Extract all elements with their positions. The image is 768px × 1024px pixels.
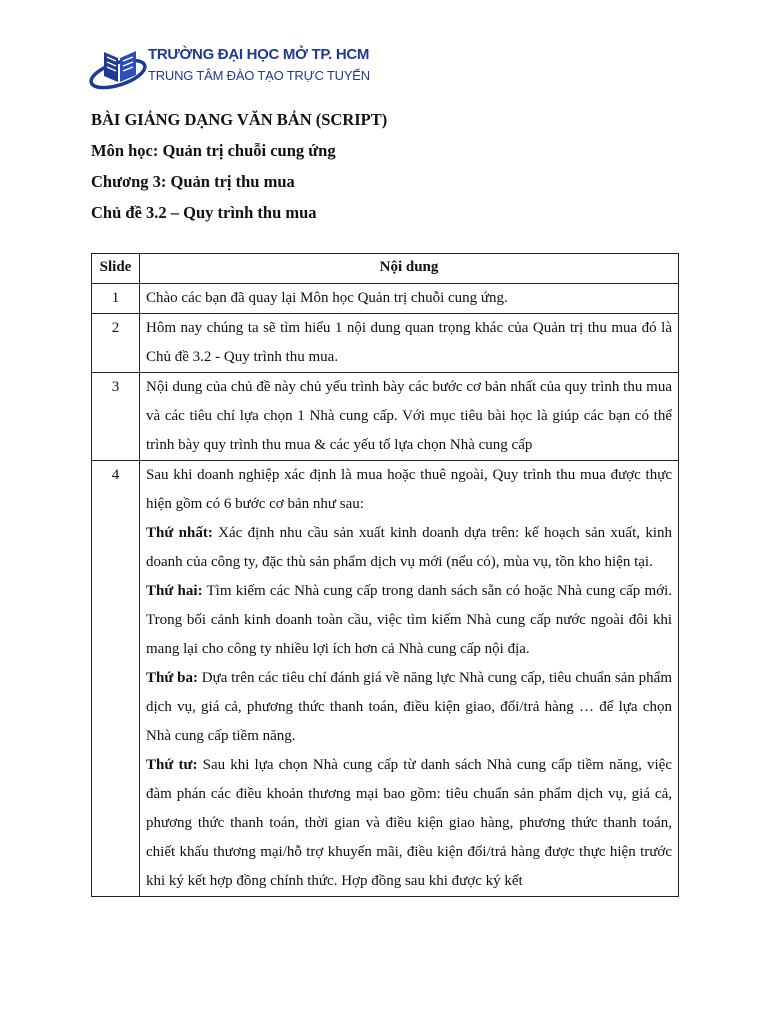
document-title: BÀI GIẢNG DẠNG VĂN BẢN (SCRIPT) — [91, 110, 388, 129]
step-text: Dựa trên các tiêu chí đánh giá về năng lực Nhà cung cấp, tiêu chuẩn sản phẩm dịch vụ, giá cả, phương thức thanh toán, điều kiện giao, đổi/trả hàng … để lựa chọn Nhà cung cấp tiềm năng. — [146, 670, 673, 744]
step-paragraph — [146, 519, 672, 577]
table-row — [92, 314, 679, 373]
topic-line: Chủ đề 3.2 – Quy trình thu mua — [91, 203, 317, 222]
slide-number: 4 — [92, 461, 140, 897]
slide-number: 3 — [92, 373, 140, 461]
slide-content: Chào các bạn đã quay lại Môn học Quản trị chuỗi cung ứng. — [140, 284, 679, 314]
step-lead: Thứ tư: — [146, 757, 198, 773]
subject-line: Môn học: Quản trị chuỗi cung ứng — [91, 141, 336, 160]
table-row — [92, 461, 679, 897]
intro-paragraph: Sau khi doanh nghiệp xác định là mua hoặc thuê ngoài, Quy trình thu mua được thực hiện gồm có 6 bước cơ bản như sau: — [146, 467, 672, 512]
table-header-row — [92, 254, 679, 284]
chapter-line: Chương 3: Quản trị thu mua — [91, 172, 295, 191]
step-lead: Thứ nhất: — [146, 525, 213, 541]
column-header-slide: Slide — [92, 254, 140, 284]
slide-content: Hôm nay chúng ta sẽ tìm hiểu 1 nội dung quan trọng khác của Quản trị thu mua đó là Chủ đề 3.2 - Quy trình thu mua. — [140, 314, 679, 373]
university-logo — [88, 38, 370, 98]
logo-center-name: TRUNG TÂM ĐÀO TẠO TRỰC TUYẾN — [148, 68, 370, 83]
step-text: Sau khi lựa chọn Nhà cung cấp từ danh sách Nhà cung cấp tiềm năng, việc đàm phán các điều khoản thương mại bao gồm: tiêu chuẩn sản phẩm dịch vụ, giá cả, phương thức thanh toán, thời gian và điều kiện giao hàng, phương thức thanh toán, chiết khấu thương mại/hỗ trợ khuyến mãi, điều kiện đổi/trả hàng được thực hiện trước khi ký kết hợp đồng chính thức. Hợp đồng sau khi được ký kết — [146, 757, 672, 889]
open-book-logo-icon — [88, 38, 150, 96]
step-paragraph — [146, 577, 672, 664]
step-paragraph — [146, 751, 672, 896]
step-lead: Thứ hai: — [146, 583, 203, 599]
step-paragraph — [146, 664, 672, 751]
slide-number: 1 — [92, 284, 140, 314]
step-text: Tìm kiếm các Nhà cung cấp trong danh sách sẵn có hoặc Nhà cung cấp mới. Trong bối cảnh kinh doanh toàn cầu, việc tìm kiếm Nhà cung cấp nước ngoài đôi khi mang lại cho công ty nhiều lợi ích hơn cả Nhà cung cấp nội địa. — [146, 583, 673, 657]
logo-university-name: TRƯỜNG ĐẠI HỌC MỞ TP. HCM — [148, 46, 370, 63]
column-header-content: Nội dung — [140, 254, 679, 284]
slide-content — [140, 461, 679, 897]
step-lead: Thứ ba: — [146, 670, 198, 686]
step-text: Xác định nhu cầu sản xuất kinh doanh dựa trên: kế hoạch sản xuất, kinh doanh của công ty, đặc thù sản phẩm dịch vụ mới (nếu có), mùa vụ, tồn kho hiện tại. — [146, 525, 672, 570]
table-row — [92, 373, 679, 461]
slide-content: Nội dung của chủ đề này chủ yếu trình bày các bước cơ bản nhất của quy trình thu mua và các tiêu chí lựa chọn 1 Nhà cung cấp. Với mục tiêu bài học là giúp các bạn có thể trình bày quy trình thu mua & các yếu tố lựa chọn Nhà cung cấp — [140, 373, 679, 461]
slide-number: 2 — [92, 314, 140, 373]
table-row — [92, 284, 679, 314]
script-table — [91, 253, 679, 897]
